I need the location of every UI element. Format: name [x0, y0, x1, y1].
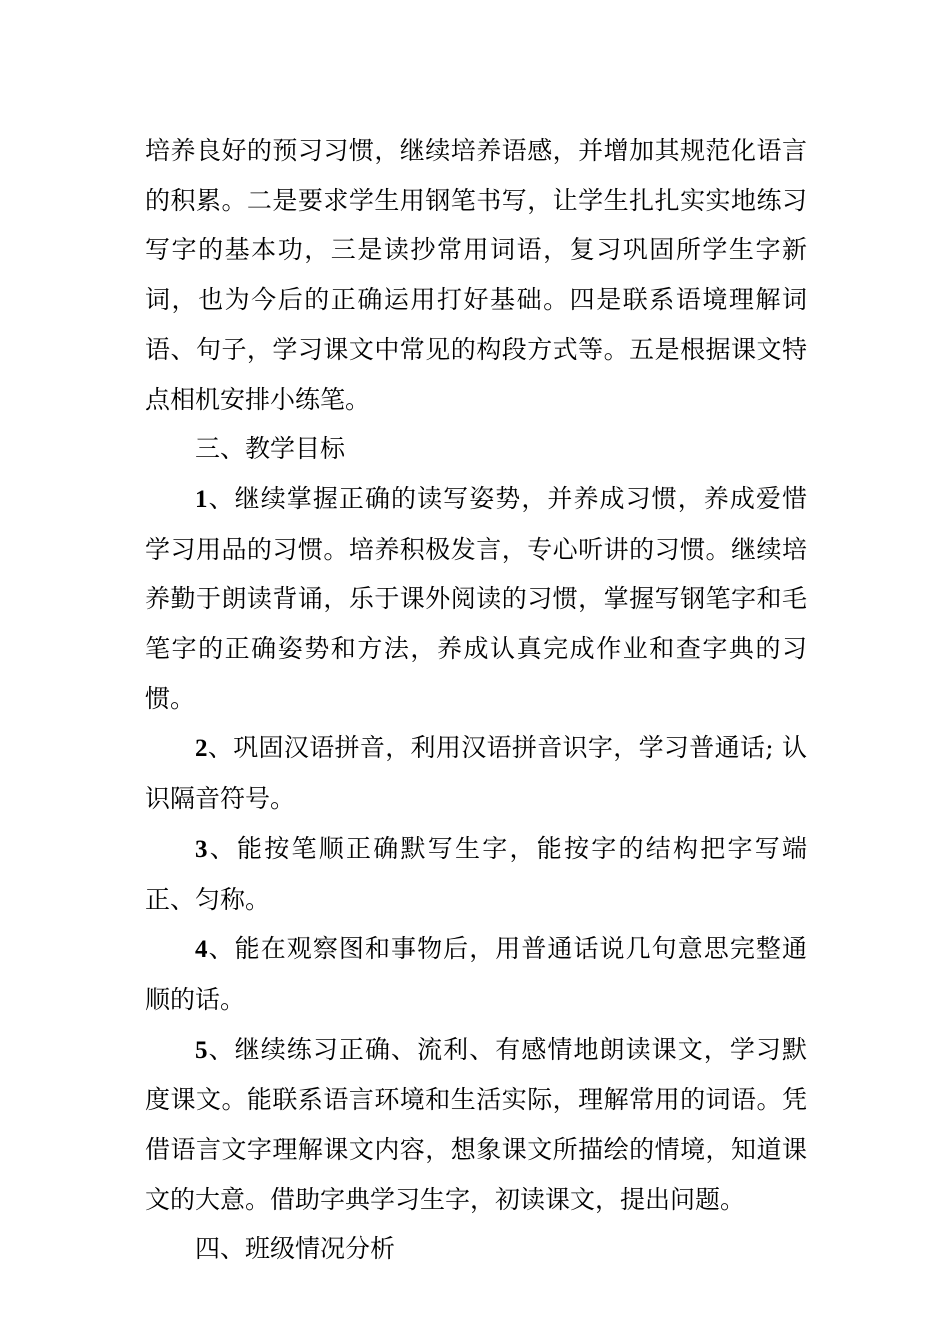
- item-text: 、能按笔顺正确默写生字，能按字的结构把字写端正、匀称。: [145, 833, 807, 914]
- paragraph-continuation: [145, 126, 807, 424]
- item-number: 5: [195, 1036, 208, 1064]
- item-text: 、巩固汉语拼音，利用汉语拼音识字，学习普通话; 认识隔音符号。: [145, 733, 807, 814]
- heading-text: 四、班级情况分析: [195, 1234, 396, 1264]
- item-number: 4: [195, 936, 208, 964]
- heading-text: 三、教学目标: [195, 434, 346, 464]
- goal-item-5: [145, 1025, 807, 1225]
- goal-item-2: [145, 723, 807, 823]
- item-number: 3: [195, 835, 208, 863]
- section-heading-teaching-goals: [145, 424, 807, 474]
- item-number: 2: [195, 735, 208, 763]
- goal-item-3: [145, 824, 807, 924]
- section-heading-class-analysis: [145, 1224, 807, 1274]
- document-page: [145, 126, 807, 1274]
- goal-item-4: [145, 924, 807, 1024]
- paragraph-text: 培养良好的预习习惯，继续培养语感，并增加其规范化语言的积累。二是要求学生用钢笔书写，让学生扎扎实实地练习写字的基本功，三是读抄常用词语，复习巩固所学生字新词，也为今后的正确运用打好基础。四是联系语境理解词语、句子，学习课文中常见的构段方式等。五是根据课文特点相机安排小练笔。: [145, 136, 807, 414]
- item-text: 、继续练习正确、流利、有感情地朗读课文，学习默度课文。能联系语言环境和生活实际，理解常用的词语。凭借语言文字理解课文内容，想象课文所描绘的情境，知道课文的大意。借助字典学习生字，初读课文，提出问题。: [145, 1034, 807, 1214]
- item-text: 、继续掌握正确的读写姿势，并养成习惯，养成爱惜学习用品的习惯。培养积极发言，专心听讲的习惯。继续培养勤于朗读背诵，乐于课外阅读的习惯，掌握写钢笔字和毛笔字的正确姿势和方法，养成认真完成作业和查字典的习惯。: [145, 483, 807, 713]
- item-number: 1: [195, 485, 208, 513]
- goal-item-1: [145, 474, 807, 724]
- item-text: 、能在观察图和事物后，用普通话说几句意思完整通顺的话。: [145, 934, 807, 1014]
